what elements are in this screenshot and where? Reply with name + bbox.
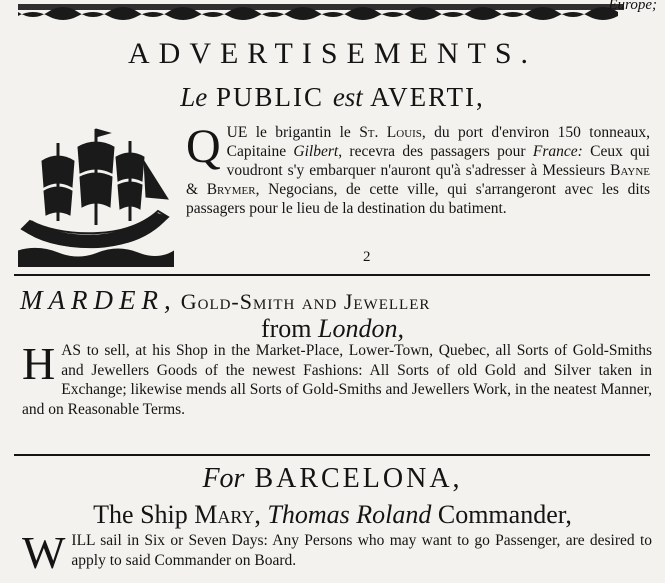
ship-heading xyxy=(0,500,665,530)
notice-text: , Negocians, de cette ville, qui s'arrangeront avec les dits passagers pour le lieu de la destination du batiment. xyxy=(186,181,650,217)
merchant-name: MARDER, xyxy=(20,285,177,315)
drop-cap: H xyxy=(22,338,56,389)
heading-word-le: Le xyxy=(180,82,208,112)
marder-heading xyxy=(20,285,650,316)
jeweller-notice-paragraph xyxy=(22,338,652,419)
notice-text: , du port d'environ 150 tonneaux, Capitaine xyxy=(226,124,650,160)
captain-name: Gilbert xyxy=(293,143,339,160)
notice-brigantin-paragraph xyxy=(186,120,650,218)
decorative-border-icon xyxy=(18,0,624,24)
merchant-names: Bayne & Brymer xyxy=(186,162,650,198)
heading-word-public: PUBLIC xyxy=(216,82,325,112)
merchant-trade: Gold-Smith and Jeweller xyxy=(180,289,431,314)
notice-text: Ceux qui voudront s'y embarquer n'auront qu'à s'adresser à Messieurs xyxy=(226,143,650,179)
voyage-notice-paragraph xyxy=(22,527,652,578)
commander-title: Commander, xyxy=(437,500,572,529)
ship-name: Mary, xyxy=(194,500,261,529)
notice-heading-french xyxy=(0,82,665,113)
sailing-ship-icon xyxy=(18,121,174,267)
voyage-notice-text: ILL sail in Six or Seven Days: Any Persons who may want to go Passenger, are desired to apply to said Commander on Board. xyxy=(71,532,652,569)
drop-cap: W xyxy=(22,527,66,578)
page-title: ADVERTISEMENTS. xyxy=(127,37,538,70)
origin-place: London, xyxy=(318,314,404,343)
ship-name: St. Louis xyxy=(359,124,422,141)
notice-number: 2 xyxy=(363,249,371,265)
corner-text-fragment: Europe; xyxy=(608,0,657,13)
commander-name: Thomas Roland xyxy=(267,500,432,529)
ship-prefix: The Ship xyxy=(93,500,188,529)
section-divider xyxy=(14,454,650,456)
notice-text: UE le brigantin le xyxy=(226,124,360,141)
merchant-origin xyxy=(0,314,665,344)
voyage-destination: BARCELONA, xyxy=(254,463,463,494)
voyage-prefix: For xyxy=(202,463,245,494)
notice-text: , recevra des passagers pour xyxy=(338,143,533,160)
drop-cap: Q xyxy=(186,120,221,173)
voyage-heading xyxy=(0,463,665,495)
heading-word-est: est xyxy=(332,82,363,112)
heading-word-averti: AVERTI, xyxy=(370,82,485,112)
section-divider xyxy=(14,274,650,276)
jeweller-notice-text: AS to sell, at his Shop in the Market-Place, Lower-Town, Quebec, all Sorts of Gold-Smiths and Jewellers Goods of the newest Fashions: All Sorts of old Gold and Silver taken in Exchange; likewise mends all Sorts of Gold-Smiths and Jewellers Work, in the neatest Manner, and on Reasonable Terms. xyxy=(22,342,652,418)
destination-name: France: xyxy=(532,143,583,160)
origin-prefix: from xyxy=(260,314,312,343)
